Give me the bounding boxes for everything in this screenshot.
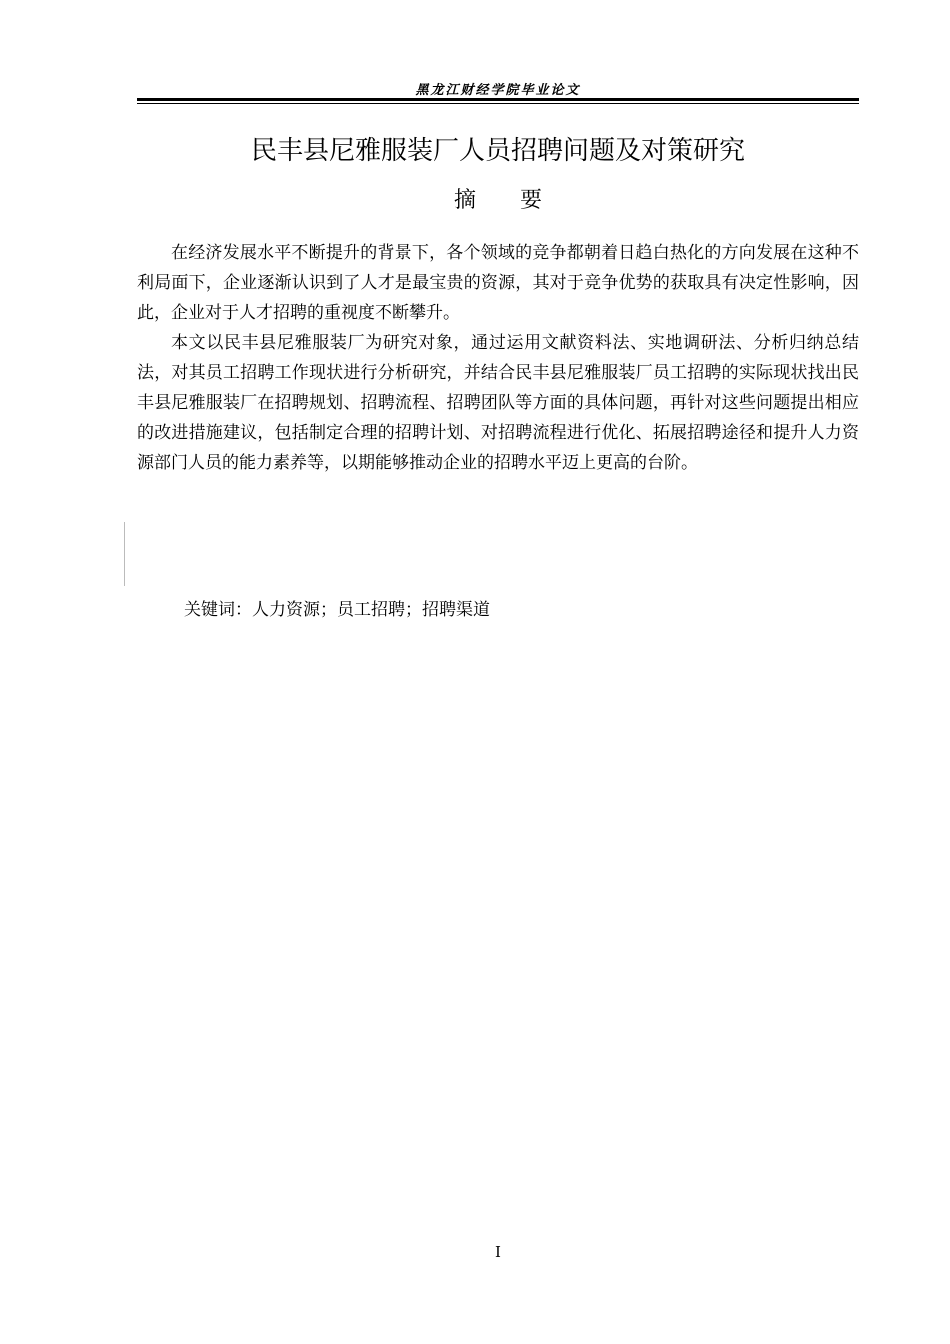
header-title: 黑龙江财经学院毕业论文 <box>415 83 581 98</box>
abstract-heading: 摘 要 <box>453 188 542 213</box>
header-rule-thin <box>137 103 859 104</box>
page-number: I <box>495 1243 501 1261</box>
abstract-body <box>137 238 859 478</box>
abstract-paragraph-1: 在经济发展水平不断提升的背景下，各个领域的竞争都朝着日趋白热化的方向发展在这种不利局面下，企业逐渐认识到了人才是最宝贵的资源，其对于竞争优势的获取具有决定性影响，因此，企业对于人才招聘的重视度不断攀升。 <box>137 243 859 323</box>
keywords-label: 关键词： <box>184 600 252 620</box>
abstract-paragraph-2: 本文以民丰县尼雅服装厂为研究对象，通过运用文献资料法、实地调研法、分析归纳总结法，对其员工招聘工作现状进行分析研究，并结合民丰县尼雅服装厂员工招聘的实际现状找出民丰县尼雅服装厂在招聘规划、招聘流程、招聘团队等方面的具体问题，再针对这些问题提出相应的改进措施建议，包括制定合理的招聘计划、对招聘流程进行优化、拓展招聘途径和提升人力资源部门人员的能力素养等，以期能够推动企业的招聘水平迈上更高的台阶。 <box>137 333 859 473</box>
header-rule-thick <box>137 98 859 101</box>
thesis-title: 民丰县尼雅服装厂人员招聘问题及对策研究 <box>250 136 745 166</box>
keywords-line <box>184 595 490 625</box>
keywords-value: 人力资源；员工招聘；招聘渠道 <box>252 600 490 620</box>
text-cursor-bar <box>124 522 125 586</box>
